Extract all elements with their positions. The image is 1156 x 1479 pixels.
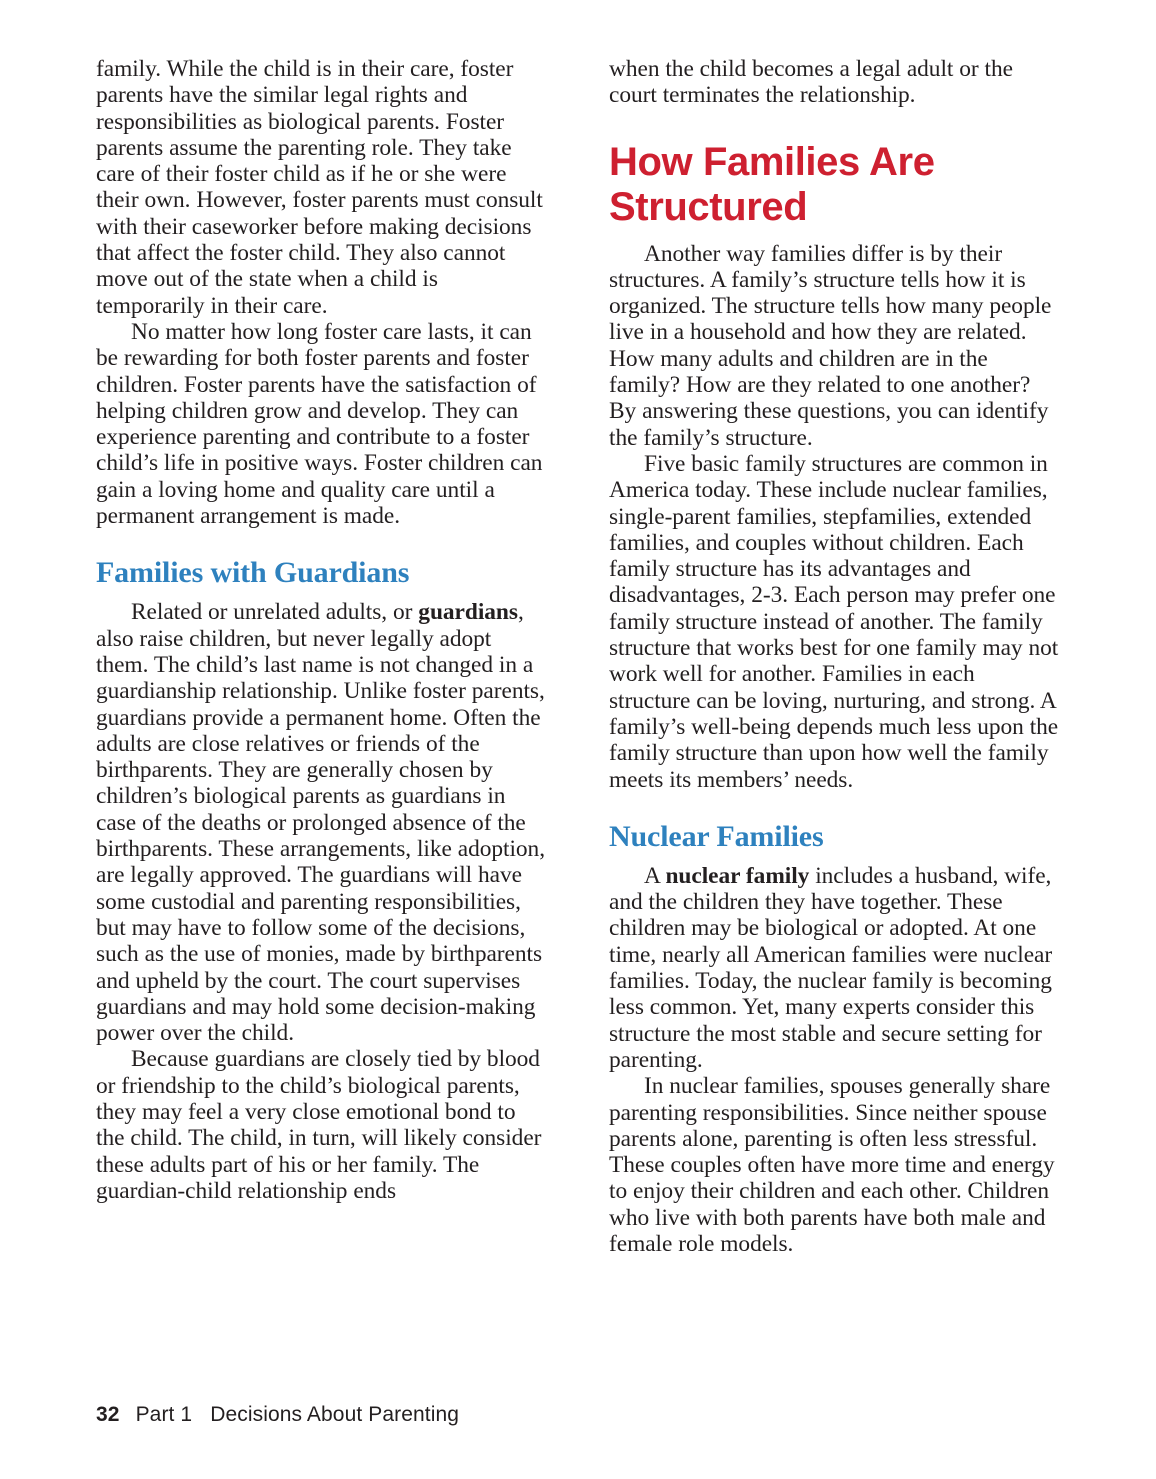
how-families-are-structured-heading-wrap: [609, 109, 1060, 241]
footer-chapter-title: Decisions About Parenting: [210, 1403, 460, 1426]
families-with-guardians-heading-wrap: [96, 529, 547, 599]
page-footer: [96, 1403, 459, 1427]
heading-nuclear-families: Nuclear Families: [609, 819, 824, 853]
guardians-text-after-term: , also raise children, but never legally adopt them. The child’s last name is not changed in a guardianship relationship. Unlike foster parents, guardians provide a permanent home. Often the adults are close relatives or friends of the birthparents. They are generally chosen by children’s biological parents as guardians in case of the deaths or prolonged absence of the birthparents. These arrangements, like adoption, are legally approved. The guardians will have some custodial and parenting responsibilities, but may have to follow some of the decisions, such as the use of monies, made by birthparents and upheld by the court. The court supervises guardians and may hold some decision-making power over the child.: [96, 599, 546, 1047]
left-column: [96, 56, 547, 1296]
paragraph-structure-five-basic: Five basic family structures are common in America today. These include nuclear families, single-parent families, stepfamilies, extended families, and couples without children. Each family structure has its advantages and disadvantages, 2-3. Each person may prefer one family structure instead of another. The family structure that works best for one family may not work well for another. Families in each structure can be loving, nurturing, and strong. A family’s well-being depends much less upon the family structure than upon how well the family meets its members’ needs.: [609, 450, 1059, 793]
heading-families-with-guardians: Families with Guardians: [96, 556, 410, 590]
paragraph-guardians-bond: Because guardians are closely tied by blood or friendship to the child’s biological parents, they may feel a very close emotional bond to the child. The child, in turn, will likely consider these adults part of his or her family. The guardian-child relationship ends: [96, 1046, 542, 1204]
footer-part-label: Part 1: [135, 1403, 193, 1426]
paragraph-nuclear-sharing: In nuclear families, spouses generally share parenting responsibilities. Since neither spouse parents alone, parenting is often less stressful. These couples often have more time and energy to enjoy their children and each other. Children who live with both parents have both male and female role models.: [609, 1073, 1055, 1257]
key-term-nuclear-family: nuclear family: [665, 862, 810, 889]
nuclear-families-heading-wrap: [609, 793, 1060, 863]
page-number: 32: [96, 1403, 120, 1426]
paragraph-foster-continued: family. While the child is in their care, foster parents have the similar legal rights and responsibilities as biological parents. Foster parents assume the parenting role. They take care of their foster child as if he or she were their own. However, foster parents must consult with their caseworker before making decisions that affect the foster child. They also cannot move out of the state when a child is temporarily in their care.: [96, 56, 543, 319]
paragraph-guardian-relationship-end: when the child becomes a legal adult or the court terminates the relationship.: [609, 56, 1013, 109]
heading-how-families-are-structured: How Families Are Structured: [609, 139, 935, 229]
two-column-body: [96, 56, 1060, 1296]
key-term-guardians: guardians: [418, 599, 518, 626]
paragraph-nuclear-definition: [609, 863, 1060, 1073]
paragraph-foster-rewarding: No matter how long foster care lasts, it can be rewarding for both foster parents and foster children. Foster parents have the satisfaction of helping children grow and develop. They can experience parenting and contribute to a foster child’s life in positive ways. Foster children can gain a loving home and quality care until a permanent arrangement is made.: [96, 318, 543, 530]
nuclear-text-after-term: includes a husband, wife, and the children they have together. These children may be biological or adopted. At one time, nearly all American families were nuclear families. Today, the nuclear family is becoming less common. Yet, many experts consider this structure the most stable and secure setting for parenting.: [609, 862, 1053, 1073]
guardians-text-before-term: Related or unrelated adults, or: [131, 599, 419, 626]
nuclear-text-before-term: A: [644, 862, 666, 889]
right-column: [609, 56, 1060, 1296]
paragraph-guardians-definition: [96, 599, 547, 1046]
paragraph-structure-intro: Another way families differ is by their structures. A family’s structure tells how it is organized. The structure tells how many people live in a household and how they are related. How many adults and children are in the family? How are they related to one another? By answering these questions, you can identify the family’s structure.: [609, 240, 1052, 451]
